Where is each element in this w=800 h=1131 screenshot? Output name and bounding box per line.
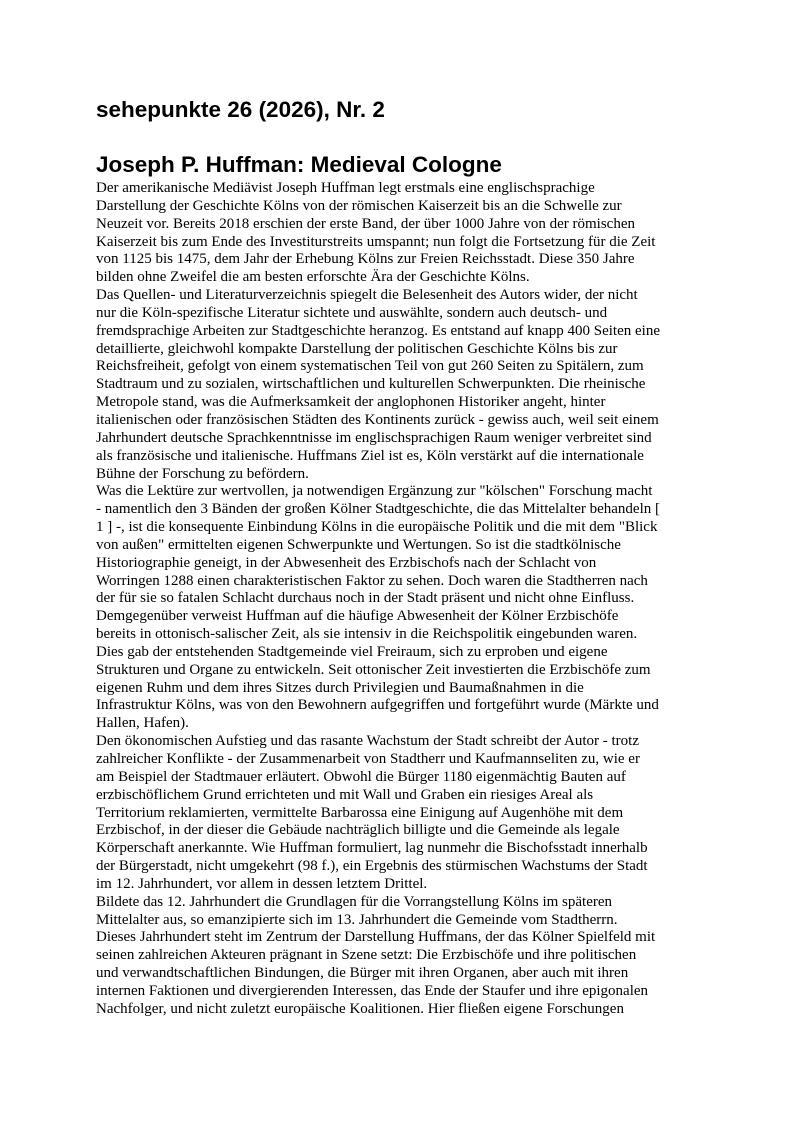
- text-line: 1 ] -, ist die konsequente Einbindung Kölns in die europäische Politik und die mit dem "Blick: [96, 519, 658, 536]
- text-line: Strukturen und Organe zu entwickeln. Seit ottonischer Zeit investierten die Erzbischöfe zum: [96, 661, 651, 678]
- text-line: Darstellung der Geschichte Kölns von der römischen Kaiserzeit bis an die Schwelle zur: [96, 197, 622, 214]
- text-line: Hallen, Hafen).: [96, 715, 189, 732]
- text-line: nur die Köln-spezifische Literatur sichtete und auswählte, sondern auch deutsch- und: [96, 304, 608, 321]
- text-line: Jahrhundert deutsche Sprachkenntnisse im englischsprachigen Raum weniger verbreitet sind: [96, 429, 652, 446]
- text-line: der für sie so fatalen Schlacht durchaus noch in der Stadt präsent und nicht ohne Einfluss.: [96, 590, 635, 607]
- review-body: [96, 180, 708, 1019]
- text-line: detaillierte, gleichwohl kompakte Darstellung der politischen Geschichte Kölns bis zur: [96, 340, 618, 357]
- text-line: Das Quellen- und Literaturverzeichnis spiegelt die Belesenheit des Autors wider, der nicht: [96, 287, 638, 304]
- text-line: Bühne der Forschung zu befördern.: [96, 465, 309, 482]
- document-page: [96, 96, 708, 1019]
- text-line: als französische und italienische. Huffmans Ziel ist es, Köln verstärkt auf die internationale: [96, 447, 644, 464]
- text-line: Dieses Jahrhundert steht im Zentrum der Darstellung Huffmans, der das Kölner Spielfeld mit: [96, 929, 656, 946]
- text-line: Nachfolger, und nicht zuletzt europäische Koalitionen. Hier fließen eigene Forschungen: [96, 1000, 624, 1017]
- text-line: Der amerikanische Mediävist Joseph Huffman legt erstmals eine englischsprachige: [96, 180, 595, 196]
- text-line: Infrastruktur Kölns, was von den Bewohnern aufgegriffen und fortgeführt wurde (Märkte und: [96, 697, 659, 714]
- text-line: Körperschaft anerkannte. Wie Huffman formuliert, lag nunmehr die Bischofsstadt innerhalb: [96, 840, 648, 857]
- text-line: Historiographie geneigt, in der Abwesenheit des Erzbischofs nach der Schlacht von: [96, 554, 597, 571]
- text-line: im 12. Jahrhundert, vor allem in dessen letztem Drittel.: [96, 875, 428, 892]
- text-line: italienischen oder französischen Städten des Kontinents zurück - gewiss auch, weil seit einem: [96, 411, 659, 428]
- text-line: Bildete das 12. Jahrhundert die Grundlagen für die Vorrangstellung Kölns im späteren: [96, 893, 612, 910]
- text-line: - namentlich den 3 Bänden der großen Kölner Stadtgeschichte, die das Mittelalter behandeln [: [96, 501, 660, 518]
- text-line: Metropole stand, was die Aufmerksamkeit der anglophonen Historiker angeht, hinter: [96, 394, 606, 411]
- text-line: Was die Lektüre zur wertvollen, ja notwendigen Ergänzung zur "kölschen" Forschung macht: [96, 483, 653, 500]
- review-title: Joseph P. Huffman: Medieval Cologne: [96, 152, 502, 177]
- text-line: internen Faktionen und divergierenden Interessen, das Ende der Staufer und ihre epigonalen: [96, 982, 649, 999]
- text-line: fremdsprachige Arbeiten zur Stadtgeschichte heranzog. Es entstand auf knapp 400 Seiten eine: [96, 322, 660, 339]
- text-line: eigenen Ruhm und dem ihres Sitzes durch Privilegien und Baumaßnahmen in die: [96, 679, 584, 696]
- text-line: Den ökonomischen Aufstieg und das rasante Wachstum der Stadt schreibt der Autor - trotz: [96, 733, 639, 750]
- text-line: Reichsfreiheit, gefolgt von einem systematischen Teil von gut 260 Seiten zu Spitälern, zum: [96, 358, 644, 375]
- text-line: Dies gab der entstehenden Stadtgemeinde viel Freiraum, sich zu erproben und eigene: [96, 643, 608, 660]
- text-line: erzbischöflichem Grund errichteten und mit Wall und Graben ein riesiges Areal als: [96, 786, 594, 803]
- text-line: Demgegenüber verweist Huffman auf die häufige Abwesenheit der Kölner Erzbischöfe: [96, 608, 619, 625]
- text-line: am Beispiel der Stadtmauer erläutert. Obwohl die Bürger 1180 eigenmächtig Bauten auf: [96, 768, 626, 785]
- text-line: und verwandtschaftlichen Bindungen, die Bürger mit ihren Organen, aber auch mit ihren: [96, 965, 629, 982]
- text-line: zahlreicher Konflikte - der Zusammenarbeit von Stadtherr und Kaufmannseliten zu, wie er: [96, 751, 640, 767]
- text-line: von 1125 bis 1475, dem Jahr der Erhebung Kölns zur Freien Reichsstadt. Diese 350 Jahre: [96, 251, 635, 268]
- text-line: bilden ohne Zweifel die am besten erforschte Ära der Geschichte Kölns.: [96, 269, 530, 286]
- text-line: Neuzeit vor. Bereits 2018 erschien der erste Band, der über 1000 Jahre von der römischen: [96, 215, 635, 232]
- text-line: Erzbischof, in der dieser die Gebäude nachträglich billigte und die Gemeinde als legale: [96, 822, 620, 839]
- text-line: der Bürgerstadt, nicht umgekehrt (98 f.), ein Ergebnis des stürmischen Wachstums der Stadt: [96, 858, 648, 875]
- journal-issue-heading: sehepunkte 26 (2026), Nr. 2: [96, 97, 385, 122]
- text-line: Kaiserzeit bis zum Ende des Investiturstreits umspannt; nun folgt die Fortsetzung für die Zeit: [96, 233, 656, 250]
- text-line: Worringen 1288 einen charakteristischen Faktor zu sehen. Doch waren die Stadtherren nach: [96, 572, 648, 589]
- text-line: Mittelalter aus, so emanzipierte sich im 13. Jahrhundert die Gemeinde vom Stadtherrn.: [96, 911, 618, 928]
- text-line: von außen" ermittelten eigenen Schwerpunkte und Wertungen. So ist die stadtkölnische: [96, 536, 621, 553]
- text-line: Territorium reklamierten, vermittelte Barbarossa eine Einigung auf Augenhöhe mit dem: [96, 804, 624, 821]
- text-line: bereits in ottonisch-salischer Zeit, als sie intensiv in die Reichspolitik eingebunden waren.: [96, 626, 638, 643]
- text-line: seinen zahlreichen Akteuren prägnant in Szene setzt: Die Erzbischöfe und ihre politischen: [96, 947, 637, 964]
- text-line: Stadtraum und zu sozialen, wirtschaftlichen und kulturellen Schwerpunkten. Die rheinische: [96, 376, 646, 393]
